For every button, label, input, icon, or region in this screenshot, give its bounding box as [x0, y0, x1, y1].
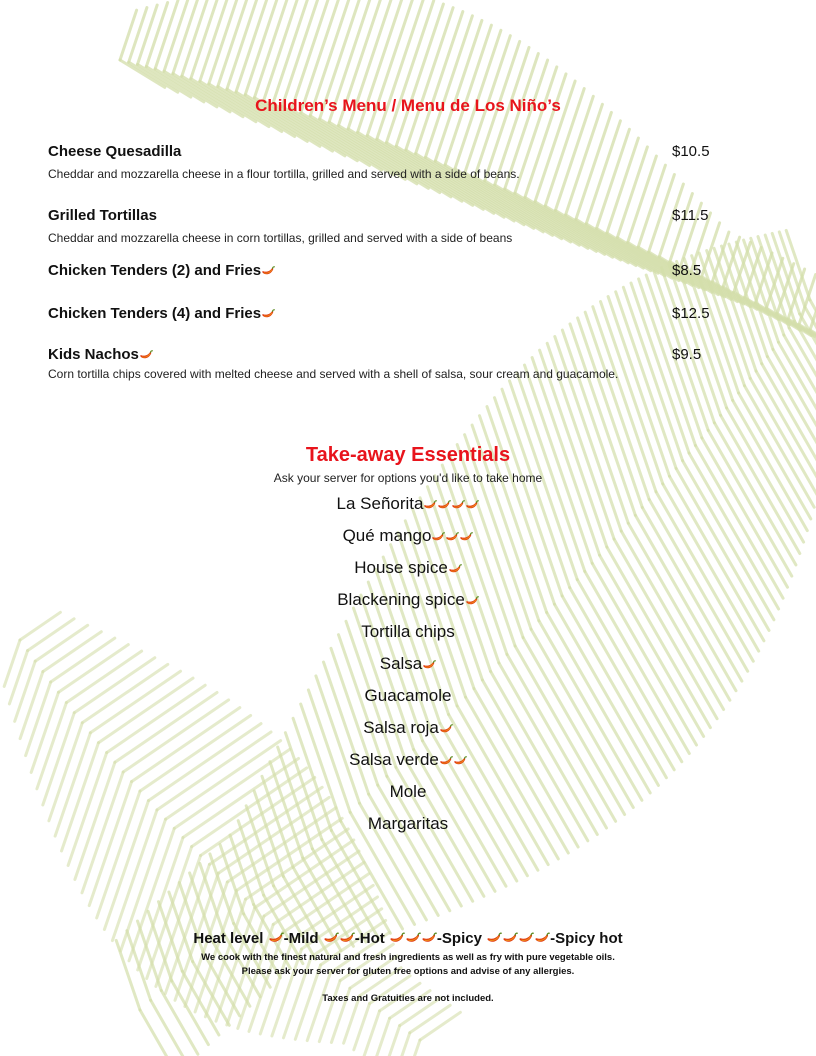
chili-icon [502, 932, 518, 944]
chili-icon [389, 932, 405, 944]
chili-icon [139, 350, 153, 360]
takeaway-item: Qué mango [0, 526, 816, 558]
heat-level-mild: -Mild [283, 930, 319, 947]
heat-level-spicy-hot: -Spicy hot [550, 930, 623, 947]
item-name: Cheese Quesadilla [48, 143, 182, 160]
heat-legend-label: Heat level [193, 930, 264, 947]
takeaway-item: Salsa verde [0, 750, 816, 782]
chili-icon [453, 756, 467, 766]
chili-icon [437, 500, 451, 510]
chili-icon [451, 500, 465, 510]
heat-level-hot: -Hot [354, 930, 385, 947]
tax-note: Taxes and Gratuities are not included. [322, 993, 494, 1004]
chili-icon [518, 932, 534, 944]
ingredients-note: We cook with the finest natural and fresh ingredients as well as fry with pure vegetable oils. [201, 952, 615, 963]
takeaway-item: La Señorita [0, 494, 816, 526]
chili-icon [268, 932, 284, 944]
chili-icon [421, 932, 437, 944]
heat-level-spicy: -Spicy [436, 930, 482, 947]
takeaway-item: Guacamole [364, 686, 452, 705]
chili-icon [534, 932, 550, 944]
takeaway-item: Salsa roja [0, 718, 816, 750]
chili-icon [465, 500, 479, 510]
item-price: $10.5 [672, 143, 710, 160]
menu-title: Children’s Menu / Menu de Los Niño’s [255, 96, 561, 115]
chili-icon [422, 660, 436, 670]
chili-icon [439, 724, 453, 734]
takeaway-item: Blackening spice [0, 590, 816, 622]
item-description: Cheddar and mozzarella cheese in a flour tortilla, grilled and served with a side of beans. [48, 167, 520, 181]
takeaway-title: Take-away Essentials [305, 444, 511, 466]
chili-icon [445, 532, 459, 542]
item-price: $8.5 [672, 262, 702, 279]
chili-icon [423, 500, 437, 510]
item-description: Cheddar and mozzarella cheese in corn tortillas, grilled and served with a side of beans [48, 231, 513, 245]
chili-icon [431, 532, 445, 542]
takeaway-item: Salsa [0, 654, 816, 686]
takeaway-item: Tortilla chips [361, 622, 455, 641]
item-price: $9.5 [672, 346, 702, 363]
chili-icon [448, 564, 462, 574]
takeaway-subtitle: Ask your server for options you'd like to take home [273, 471, 543, 485]
takeaway-item: House spice [0, 558, 816, 590]
chili-icon [339, 932, 355, 944]
menu-item [48, 207, 728, 245]
chili-icon [405, 932, 421, 944]
chili-icon [459, 532, 473, 542]
item-name: Grilled Tortillas [48, 207, 157, 224]
takeaway-list [0, 494, 816, 846]
menu-item [48, 143, 728, 181]
takeaway-item: Mole [389, 782, 427, 801]
chili-icon [323, 932, 339, 944]
menu-item [48, 262, 728, 279]
takeaway-item: Margaritas [367, 814, 449, 833]
item-price: $12.5 [672, 305, 710, 322]
item-description: Corn tortilla chips covered with melted cheese and served with a shell of salsa, sour cream and guacamole. [48, 367, 619, 381]
chili-icon [486, 932, 502, 944]
chili-icon [261, 309, 275, 319]
item-price: $11.5 [672, 207, 709, 224]
menu-item [48, 346, 728, 381]
item-name: Chicken Tenders (4) and Fries [48, 305, 728, 322]
item-name: Chicken Tenders (2) and Fries [48, 262, 728, 279]
allergy-note: Please ask your server for gluten free options and advise of any allergies. [241, 966, 575, 977]
heat-legend [0, 930, 816, 947]
menu-item [48, 305, 728, 322]
chili-icon [261, 266, 275, 276]
chili-icon [465, 596, 479, 606]
chili-icon [439, 756, 453, 766]
item-name: Kids Nachos [48, 346, 728, 363]
